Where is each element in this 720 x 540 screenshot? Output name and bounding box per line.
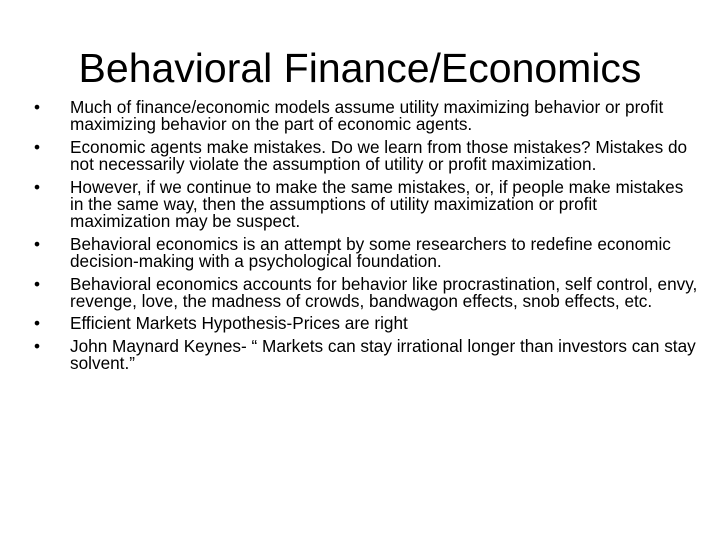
bullet-item: [30, 99, 700, 134]
bullet-text: John Maynard Keynes- “ Markets can stay irrational longer than investors can stay solvent.”: [70, 335, 696, 374]
bullet-text: Much of finance/economic models assume utility maximizing behavior or profit maximizing behavior on the part of economic agents.: [70, 97, 664, 135]
bullet-item: [30, 176, 700, 232]
bullet-icon: •: [33, 97, 41, 117]
bullet-item: [30, 335, 700, 374]
bullet-item: [30, 136, 700, 175]
bullet-item: [30, 233, 700, 272]
bullet-item: [30, 315, 700, 332]
bullet-text: Efficient Markets Hypothesis-Prices are right: [70, 313, 408, 334]
bullet-list: [30, 99, 700, 378]
bullet-text: However, if we continue to make the same mistakes, or, if people make mistakes in the same way, then the assumptions of utility maximization or profit maximization may be suspect.: [70, 176, 684, 232]
bullet-text: Behavioral economics accounts for behavior like procrastination, self control, envy, revenge, love, the madness of crowds, bandwagon effects, snob effects, etc.: [70, 273, 698, 312]
bullet-icon: •: [33, 176, 41, 197]
bullet-icon: •: [33, 233, 41, 254]
bullet-item: [30, 273, 700, 312]
slide-title: Behavioral Finance/Economics: [78, 45, 642, 91]
bullet-icon: •: [33, 313, 41, 334]
bullet-icon: •: [33, 273, 41, 294]
bullet-text: Economic agents make mistakes. Do we learn from those mistakes? Mistakes do not necessarily violate the assumption of utility or profit maximization.: [70, 136, 688, 175]
bullet-icon: •: [33, 335, 41, 356]
bullet-icon: •: [33, 136, 41, 157]
bullet-text: Behavioral economics is an attempt by some researchers to redefine economic decision-making with a psychological foundation.: [70, 233, 671, 272]
